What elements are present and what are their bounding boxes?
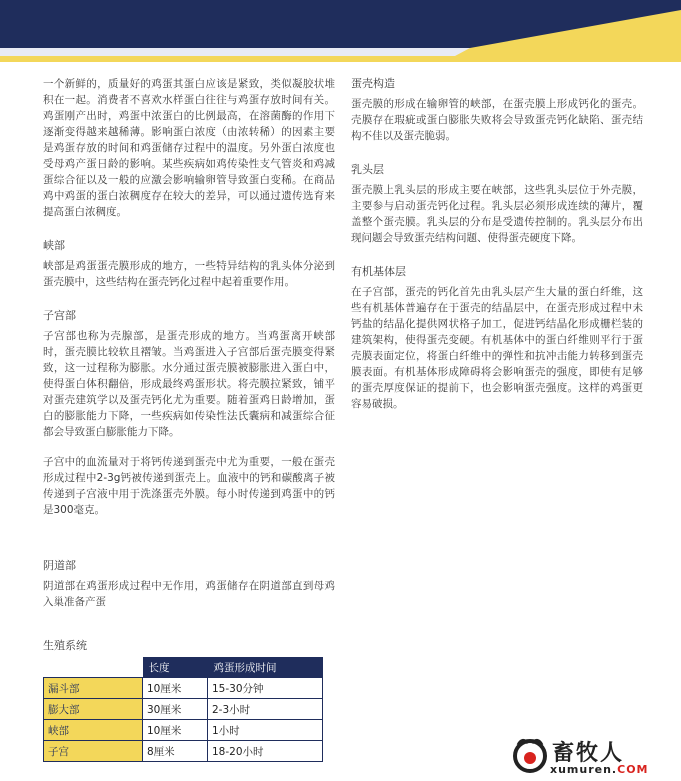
mammillary-heading: 乳头层 — [351, 163, 384, 176]
table-header-time: 鸡蛋形成时间 — [208, 657, 323, 678]
table-cell-length: 30厘米 — [143, 699, 208, 720]
table-row — [44, 720, 323, 741]
organic-matrix-paragraph: 在子宫部，蛋壳的钙化首先由乳头层产生大量的蛋白纤维，这些有机基体普遍存在于蛋壳的结晶层中，在蛋壳形成过程中未钙盐的结晶化提供网状格子加工，促进钙结晶化形成栅栏装的建筑架构，使得蛋壳变硬。有机基体中的蛋白纤维则平行于蛋壳膜表面定位，将蛋白纤维中的弹性和抗冲击能力转移到蛋壳膜表面。有机基体形成障碍将会影响蛋壳的强度，即使有足够的蛋壳厚度保证的提前下，也会影响蛋壳强度。这样的鸡蛋更容易破损。 — [351, 286, 643, 410]
isthmus-paragraph: 峡部是鸡蛋蛋壳膜形成的地方，一些特异结构的乳头体分泌到蛋壳膜中，这些结构在蛋壳钙化过程中起着重要作用。 — [43, 260, 335, 288]
table-row-name: 峡部 — [44, 720, 143, 741]
logo-domain-name: xumuren. — [550, 763, 618, 776]
table-header-length: 长度 — [143, 657, 208, 678]
shell-structure-paragraph: 蛋壳膜的形成在输卵管的峡部，在蛋壳膜上形成钙化的蛋壳。壳膜存在瑕疵或蛋白膨胀失败将会导致蛋壳钙化缺陷、蛋壳结构不佳以及蛋壳脆弱。 — [351, 98, 643, 142]
reproductive-system-table — [43, 657, 323, 762]
table-row — [44, 678, 323, 699]
table-cell-length: 10厘米 — [143, 720, 208, 741]
table-cell-length: 10厘米 — [143, 678, 208, 699]
left-column — [43, 76, 335, 624]
vagina-paragraph: 阴道部在鸡蛋形成过程中无作用，鸡蛋储存在阴道部直到母鸡入巢准备产蛋 — [43, 580, 335, 608]
table-cell-time: 2-3小时 — [208, 699, 323, 720]
logo-chinese-text: 畜牧人 — [552, 741, 625, 766]
mammillary-paragraph: 蛋壳膜上乳头层的形成主要在峡部，这些乳头层位于外壳膜，主要参与启动蛋壳钙化过程。乳头层必须形成连续的薄片，覆盖整个蛋壳膜。乳头层的分布是受遗传控制的。乳头层分布出现问题会导致蛋壳结构问题、使得蛋壳硬度下降。 — [351, 184, 643, 244]
table-header-row — [44, 657, 323, 678]
shell-structure-heading: 蛋壳构造 — [351, 77, 395, 90]
table-cell-time: 1小时 — [208, 720, 323, 741]
header-banner — [0, 0, 681, 62]
intro-paragraph: 一个新鲜的，质量好的鸡蛋其蛋白应该是紧致，类似凝胶状堆积在一起。消费者不喜欢水样蛋白往往与鸡蛋存放时间有关。鸡蛋刚产出时，鸡蛋中浓蛋白的比例最高，在溶菌酶的作用下逐渐变得越来越稀薄。影响蛋白浓度（由浓转稀）的因素主要是鸡蛋存放的时间和鸡蛋储存过程中的温度。另外蛋白浓度也受母鸡产蛋日龄的影响。某些疾病如鸡传染性支气管炎和鸡减蛋综合征以及一般的应激会影响输卵管导致蛋白变稀。在商品鸡中鸡蛋的蛋白浓稠度存在较大的差异，可以通过遗传选育来提高蛋白浓稠度。 — [43, 78, 335, 218]
table-row-name: 子宫 — [44, 741, 143, 762]
table-row — [44, 699, 323, 720]
uterus-paragraph-1: 子宫部也称为壳腺部，是蛋壳形成的地方。当鸡蛋离开峡部时，蛋壳膜比较软且褶皱。当鸡蛋进入子宫部后蛋壳膜变得紧致，这一过程称为膨胀。水分通过蛋壳膜被膨胀进入蛋白中，使得蛋白体积翻倍，形成最终鸡蛋形状。将壳膜拉紧致，铺平对蛋壳建筑学以及蛋壳钙化尤为重要。随着蛋鸡日龄增加，蛋白的膨胀能力下降，一些疾病如传染性法氏囊病和减蛋综合征都会导致蛋白膨胀能力下降。 — [43, 330, 335, 438]
table-cell-length: 8厘米 — [143, 741, 208, 762]
isthmus-heading: 峡部 — [43, 239, 65, 252]
table-cell-time: 15-30分钟 — [208, 678, 323, 699]
right-column — [351, 76, 643, 426]
table-cell-time: 18-20小时 — [208, 741, 323, 762]
table-row-name: 膨大部 — [44, 699, 143, 720]
logo-domain-com: COM — [617, 763, 649, 776]
table-title: 生殖系统 — [43, 639, 87, 652]
organic-matrix-heading: 有机基体层 — [351, 265, 406, 278]
logo-emblem-icon — [510, 735, 550, 775]
vagina-heading: 阴道部 — [43, 559, 76, 572]
table-row — [44, 741, 323, 762]
uterus-heading: 子宫部 — [43, 309, 76, 322]
table-row-name: 漏斗部 — [44, 678, 143, 699]
logo-domain-text — [550, 763, 649, 776]
uterus-paragraph-2: 子宫中的血流量对于将钙传递到蛋壳中尤为重要，一般在蛋壳形成过程中2-3g钙被传递到蛋壳上。血液中的钙和碳酸离子被传递到子宫液中用于洗涤蛋壳外膜。每小时传递到鸡蛋中的钙是300毫克。 — [43, 456, 335, 516]
table-header-empty — [44, 657, 143, 678]
